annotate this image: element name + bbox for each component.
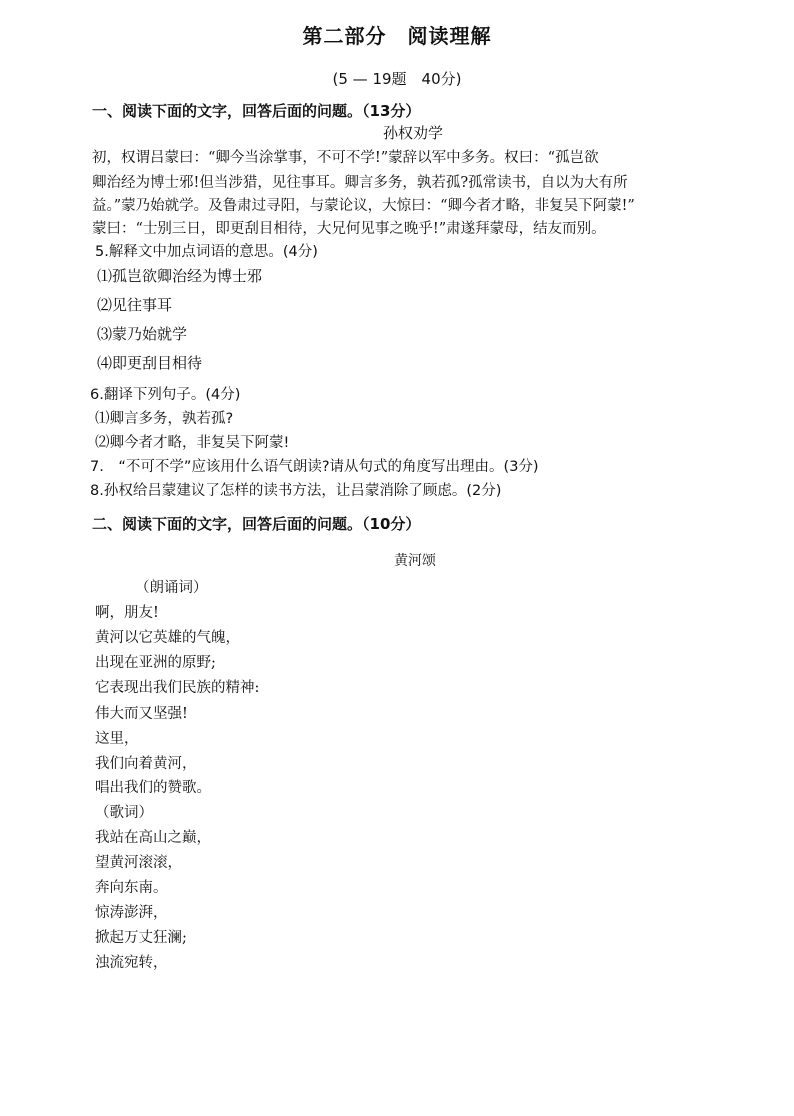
poem-line: 望黄河滚滚， [95,855,182,871]
poem-line: 我站在高山之巅， [95,830,211,846]
question-6-stem: 6.翻译下列句子。(4分) [90,387,241,403]
question-5-item: ⑵见往事耳 [97,296,173,314]
poem-line: 它表现出我们民族的精神: [95,680,260,696]
poem-line: 伟大而又坚强! [95,706,188,722]
passage-line: 益。”蒙乃始就学。及鲁肃过寻阳，与蒙论议，大惊曰：“卿今者才略，非复吴下阿蒙!” [92,198,635,214]
question-8: 8.孙权给吕蒙建议了怎样的读书方法，让吕蒙消除了顾虑。(2分) [90,483,502,499]
passage-line: 初，权谓吕蒙曰：“卿今当涂掌事，不可不学!”蒙辞以军中多务。权曰：“孤岂欲 [92,150,599,166]
passage-line: 卿治经为博士邪!但当涉猎，见往事耳。卿言多务，孰若孤?孤常读书，自以为大有所 [92,175,628,191]
poem-line: 出现在亚洲的原野; [95,655,216,671]
question-5-item: ⑶蒙乃始就学 [97,325,188,343]
question-6-item: ⑵卿今者才略，非复吴下阿蒙! [95,435,290,451]
section2-heading: 二、阅读下面的文字，回答后面的问题。（10分） [92,515,421,533]
section1-passage-title: 孙权劝学 [382,124,443,142]
song-label: （歌词） [95,805,153,821]
poem-line: 我们向着黄河， [95,756,197,772]
poem-line: 惊涛澎湃， [95,905,168,921]
question-5-item: ⑴孤岂欲卿治经为博士邪 [97,267,263,285]
poem-line: 黄河以它英雄的气魄， [95,630,240,646]
poem-line: 唱出我们的赞歌。 [95,780,211,796]
section2-passage-title: 黄河颂 [394,553,436,569]
poem-line: 奔向东南。 [95,880,168,896]
question-6-item: ⑴卿言多务，孰若孤? [95,411,234,427]
question-5-item: ⑷即更刮目相待 [97,354,203,372]
poem-line: 掀起万丈狂澜; [95,930,187,946]
poem-line: 这里， [95,731,139,747]
poem-line: 浊流宛转， [95,955,168,971]
page-title: 第二部分 阅读理解 [302,24,492,48]
recitation-label: （朗诵词） [135,580,208,596]
page-subtitle: (5 — 19题 40分) [332,70,462,88]
question-5-stem: 5.解释文中加点词语的意思。(4分) [95,244,318,260]
section1-heading: 一、阅读下面的文字，回答后面的问题。（13分） [92,102,421,120]
question-7: 7. “不可不学”应该用什么语气朗读?请从句式的角度写出理由。(3分) [90,459,539,475]
poem-line: 啊，朋友! [95,605,159,621]
passage-line: 蒙曰：“士别三日，即更刮目相待，大兄何见事之晚乎!”肃遂拜蒙母，结友而别。 [92,221,606,237]
